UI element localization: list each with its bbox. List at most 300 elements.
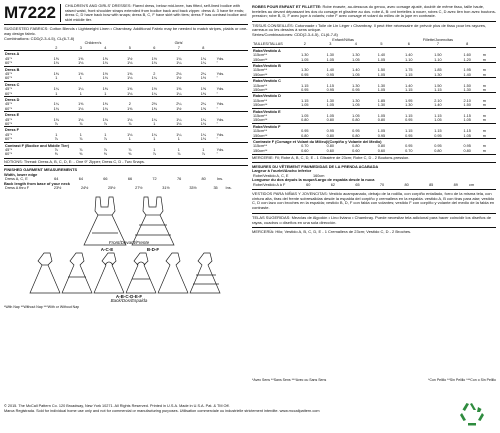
yardage-value: 1.40 xyxy=(463,72,471,77)
yardage-value: 1.20 xyxy=(463,57,471,62)
yardage-value: 1¼ xyxy=(151,117,157,122)
yardage-value: ⅝ xyxy=(103,152,107,157)
row-label: Robe/Vestido A, C, E xyxy=(253,173,289,178)
unit: Yds. xyxy=(216,148,225,153)
fgm-length-label: Back length from base of your neck xyxy=(4,180,70,186)
value: 76 xyxy=(176,177,182,182)
value: 64 xyxy=(54,177,59,182)
yardage-value: ⅞ xyxy=(103,121,107,126)
yardage-value: 1⅝ xyxy=(78,56,84,61)
yardage-value: 1¼ xyxy=(200,61,206,66)
copyright-footer xyxy=(4,404,444,413)
yardage-value: 1.30 xyxy=(301,68,309,73)
yardage-value: ⅝ xyxy=(79,152,83,157)
divider xyxy=(252,213,496,214)
yardage-value: 1.05 xyxy=(377,87,386,92)
fabric-width: 115cm** xyxy=(253,113,268,118)
yardage-value: 1⅛ xyxy=(53,61,59,66)
yardage-value: 1.05 xyxy=(352,103,360,108)
yardage-value: 1 xyxy=(55,91,58,96)
group-children: Children's xyxy=(84,41,102,46)
size: 2 xyxy=(303,42,306,47)
unit: m xyxy=(482,98,486,103)
yardage-value: 1.15 xyxy=(463,113,471,118)
fabric-width: 45"* xyxy=(5,87,13,92)
metrage-table xyxy=(252,38,496,153)
yardage-value: 1⅝ xyxy=(176,87,182,92)
mesures-longueur-table xyxy=(252,183,496,187)
fabric-width: 45"* xyxy=(5,71,13,76)
unit: Yds. xyxy=(216,87,225,92)
group-girls: Fillette/Jovencitas xyxy=(422,37,454,42)
english-column xyxy=(4,4,248,309)
yardage-value: 0.60 xyxy=(352,148,360,153)
yardage-value: 1.05 xyxy=(463,133,471,138)
value: 24½ xyxy=(80,186,89,191)
yardage-value: 1⅛ xyxy=(200,137,206,142)
yardage-value: 0.80 xyxy=(352,118,360,123)
yardage-value: 1½ xyxy=(151,87,157,92)
yardage-value: 2 xyxy=(128,102,131,107)
yardage-value: 0.60 xyxy=(301,148,309,153)
unit: Yds. xyxy=(216,117,225,122)
yardage-value: 1.95 xyxy=(405,98,413,103)
yardage-value: 0.80 xyxy=(434,148,442,153)
view-label: Dress E xyxy=(4,112,248,118)
yardage-value: 1.95 xyxy=(463,68,471,73)
technical-drawings xyxy=(4,193,248,303)
fabric-width: 150cm** xyxy=(253,103,268,108)
yardage-value: 0.70 xyxy=(405,148,413,153)
unit: m xyxy=(482,148,486,153)
yardage-value: 1.30 xyxy=(352,83,360,88)
fabric-width: 150cm** xyxy=(253,57,268,62)
yardage-value: 1.30 xyxy=(352,98,360,103)
yardage-value: 2⅛ xyxy=(176,71,182,76)
yardage-value: 1⅝ xyxy=(53,56,59,61)
yardage-value: 2¼ xyxy=(200,71,206,76)
fabric-width: 115cm** xyxy=(253,83,268,88)
yardage-value: 1.05 xyxy=(352,57,360,62)
yardage-value: 1⅝ xyxy=(200,87,206,92)
yardage-value: 1.40 xyxy=(434,103,442,108)
size: 6 xyxy=(153,45,156,50)
recycle-icon xyxy=(458,400,486,428)
nap-legend-fr-es xyxy=(252,378,496,382)
view-label: Robe/Vestido B xyxy=(252,62,496,68)
unit: m xyxy=(482,72,486,77)
unit: " xyxy=(216,137,218,142)
yardage-value: 1.05 xyxy=(326,57,335,62)
yardage-value: 0.80 xyxy=(326,118,335,123)
view-label-front-bdf: B-D-F xyxy=(146,246,160,252)
view-label: Robe/Vestido A xyxy=(252,47,496,53)
dress-sketch-front-bdf xyxy=(132,197,174,245)
yardage-value: 1⅛ xyxy=(151,61,157,66)
fabric-width: 60"* xyxy=(5,121,13,126)
mesures-vetement xyxy=(252,165,496,187)
dress-sketch-back-d xyxy=(126,253,156,293)
yardage-value: 1.40 xyxy=(377,53,386,58)
yardage-value: 0.80 xyxy=(301,133,309,138)
unit: m xyxy=(482,68,486,73)
view-label: Contrast F (Bodice and Middle Tier) xyxy=(4,142,248,148)
value: 25½ xyxy=(108,186,116,191)
header xyxy=(4,4,248,22)
fabric-width: 115cm** xyxy=(253,144,268,149)
yardage-value: ⅞ xyxy=(103,137,107,142)
yardage-value: 1¼ xyxy=(176,117,182,122)
yardage-value: 1½ xyxy=(176,76,182,81)
yardage-value: 1.30 xyxy=(326,53,335,58)
yardage-value: 1.30 xyxy=(352,53,360,58)
yardage-value: 1⅜ xyxy=(53,71,59,76)
yardage-value: 1.05 xyxy=(377,72,386,77)
view-label: Dress D xyxy=(4,96,248,102)
yardage-value: 0.95 xyxy=(405,133,413,138)
value: 23½ xyxy=(53,186,62,191)
dress-sketch-back-f xyxy=(190,253,220,293)
yardage-value: 1.40 xyxy=(326,68,335,73)
footer-line-2: Marca Registrada. Sold for individual home use only and not for commercial or manufacturing purposes. Utilisation commerciale ou industrielle strictement interdite. www.mccallpattern.com xyxy=(4,408,320,413)
size: 4 xyxy=(104,45,107,50)
fabric-width: 45"* xyxy=(5,102,13,107)
yardage-value: 1⅜ xyxy=(78,71,84,76)
unit: m xyxy=(482,118,486,123)
yardage-value: 1.30 xyxy=(434,72,442,77)
value: 33½ xyxy=(189,186,197,191)
yardage-value: 1.30 xyxy=(377,83,386,88)
yardage-value: 1.15 xyxy=(405,113,413,118)
yardage-value: 1.30 xyxy=(301,53,309,58)
yardage-value: 1.85 xyxy=(434,68,442,73)
value: 70 xyxy=(379,182,385,187)
yardage-value: 2 xyxy=(153,71,156,76)
yardage-value: ⅞ xyxy=(152,152,156,157)
yardage-value: 1.15 xyxy=(434,87,442,92)
yardage-value: 0.95 xyxy=(405,144,413,149)
yardage-value: 1.05 xyxy=(326,103,335,108)
size: 5 xyxy=(380,42,383,47)
value: 66 xyxy=(103,177,108,182)
fgm-title: FINISHED GARMENT MEASUREMENTS xyxy=(4,167,78,173)
mercerie: MERCERIE: Fil; Robe A, B, C, D, E - 1 Glissière de 23cm; Robe C, D - 2 Boutons-pression. xyxy=(252,154,496,163)
yardage-value: 1¼ xyxy=(78,87,84,92)
size: 6 xyxy=(407,42,410,47)
yardage-value: 1.05 xyxy=(377,129,386,134)
yardage-value: 1⅜ xyxy=(127,87,133,92)
row-label: Dress A thru F xyxy=(5,186,30,191)
value: 27½ xyxy=(135,186,143,191)
yardage-value: 0.95 xyxy=(301,87,309,92)
yardage-value: 1¼ xyxy=(53,102,59,107)
yardage-value: 0.95 xyxy=(352,87,360,92)
yardage-value: 1.30 xyxy=(377,103,386,108)
yardage-value: 0.80 xyxy=(377,144,386,149)
unit: " xyxy=(216,61,218,66)
suggested-fabrics: SUGGESTED FABRICS: Cotton Blends • Lightweight Linen • Chambray. Additional Fabric may be needed to match stripes, plaids or one-way design fabric. xyxy=(4,26,248,37)
yardage-value: 0.95 xyxy=(434,144,442,149)
yardage-value: 0.80 xyxy=(326,144,335,149)
yardage-value: ⅞ xyxy=(103,148,107,153)
size: 7 xyxy=(436,42,439,47)
combinations: Combinations: CDD(2-3-4-5), CL(6-7-8) xyxy=(4,35,75,41)
yardage-value: 1⅜ xyxy=(102,87,108,92)
value: 80 xyxy=(404,182,409,187)
yardage-value: 1.15 xyxy=(301,83,309,88)
yardage-value: 1⅛ xyxy=(102,61,108,66)
yardage-value: 0.95 xyxy=(405,118,413,123)
yardage-value: 1¼ xyxy=(176,61,182,66)
yardage-value: 0.80 xyxy=(352,144,360,149)
yardage-value: 1¾ xyxy=(176,56,182,61)
value: 64 xyxy=(78,177,83,182)
yardage-value: ⅞ xyxy=(79,137,83,142)
row-label: Robe/Vestido A à F xyxy=(253,182,286,187)
yardage-value: 1⅛ xyxy=(53,106,59,111)
fabric-width: 45"* xyxy=(5,56,13,61)
yardage-value: ⅞ xyxy=(54,148,58,153)
yardage-value: ⅞ xyxy=(54,121,58,126)
fabric-width: 150cm** xyxy=(253,72,268,77)
yardage-value: 2¼ xyxy=(200,102,206,107)
unit: Yds. xyxy=(216,56,225,61)
value: 35 xyxy=(213,186,218,191)
yardage-value: 1.15 xyxy=(405,129,413,134)
yardage-value: 0.80 xyxy=(301,118,309,123)
yardage-value: ⅝ xyxy=(128,152,132,157)
fabric-width: 115cm** xyxy=(253,53,268,58)
yardage-value: 1.60 xyxy=(463,53,471,58)
yardage-value: ⅞ xyxy=(79,148,83,153)
yardage-value: 1.40 xyxy=(352,68,360,73)
unit: m xyxy=(482,129,486,134)
yardage-value: 1¼ xyxy=(200,117,206,122)
fgm-length-row xyxy=(4,186,248,190)
yardage-value: 1 xyxy=(153,137,156,142)
yardage-value: 1.40 xyxy=(405,83,413,88)
view-label: Dress A xyxy=(4,51,248,57)
legend-es: *Con Pelillo **Sin Pelillo ***Con o Sin Pelillo xyxy=(428,378,496,382)
group-children: Enfant/Niñas xyxy=(332,37,354,42)
yardage-value: 1.50 xyxy=(463,103,471,108)
yardage-value: 0.95 xyxy=(301,129,309,134)
yardage-table xyxy=(4,41,248,156)
yardage-value: 1½ xyxy=(127,56,133,61)
size: 8 xyxy=(202,45,205,50)
unit: Yds. xyxy=(216,71,225,76)
mesures-title: MESURES DU VÊTEMENT FINI/MEDIDAS DE LA PRENDA ACABADA xyxy=(252,163,379,169)
unit: m xyxy=(482,57,486,62)
value: 31½ xyxy=(162,186,170,191)
vestidos-description: VESTIDOS PARA NIÑAS Y JOVENCITAS: Vestido acampanado, debajo de la rodilla, con corpiño entallado, forro de la misma tela, con cintura alta, tiras del frente sobresalidas desde la espalda del corpiño y cremallera en la espalda. vestido A, B con tiras para atar; vestido C, D con lazo con broches en la espalda; vestido B, D, F con falda con volantes; vestido F con corpiño y volante del medio de la falda en contraste. xyxy=(252,191,495,211)
yardage-value: 1.50 xyxy=(434,83,442,88)
value: 60 xyxy=(306,182,311,187)
yardage-value: 1⅛ xyxy=(127,117,133,122)
value: 160cm xyxy=(313,173,325,178)
unit: Yds. xyxy=(216,102,225,107)
value: 62 xyxy=(330,182,335,187)
unit: " xyxy=(216,91,218,96)
mesures-longueur: Longueur du dos depuis la nuque/Largo de espalda desde la nuca xyxy=(252,177,375,183)
yardage-value: 1½ xyxy=(200,76,206,81)
divider xyxy=(4,24,248,25)
yardage-value: 1¾ xyxy=(200,56,206,61)
size: 3 xyxy=(329,42,332,47)
size: 7 xyxy=(177,45,180,50)
mesures-longueur-row xyxy=(252,183,496,187)
view-label: Robe/Vestido E xyxy=(252,108,496,114)
yardage-value: 1 xyxy=(104,132,107,137)
yardage-value: 1 xyxy=(177,148,180,153)
yardage-value: 1⅜ xyxy=(78,102,84,107)
yardage-value: 0.70 xyxy=(301,144,309,149)
unit: m xyxy=(482,103,486,108)
fabric-width: 115cm** xyxy=(253,129,268,134)
divider xyxy=(252,227,496,228)
yardage-value: 1¼ xyxy=(151,132,157,137)
fabric-width: 150cm** xyxy=(253,118,268,123)
unit: " xyxy=(216,106,218,111)
yardage-value: 0.95 xyxy=(377,133,386,138)
yardage-value: 1 xyxy=(177,137,180,142)
yardage-value: ⅞ xyxy=(128,121,132,126)
robes-title: ROBES POUR ENFANT ET FILLETTE: xyxy=(252,4,322,9)
unit: m xyxy=(482,144,486,149)
size: 4 xyxy=(354,42,357,47)
yardage-value: 1.05 xyxy=(301,57,309,62)
yardage-value: 0.80 xyxy=(463,148,471,153)
nap-legend: *With Nap **Without Nap ***With or Without Nap xyxy=(4,304,80,309)
yardage-value: 1¼ xyxy=(151,91,157,96)
view-label: Robe/Vestido C xyxy=(252,78,496,84)
fabric-width: 150cm** xyxy=(253,133,268,138)
fabric-width: 150cm** xyxy=(253,87,268,92)
dress-sketch-back-a xyxy=(30,253,60,293)
yardage-value: 1.05 xyxy=(377,113,386,118)
yardage-value: 1 xyxy=(153,148,156,153)
yardage-value: 1.15 xyxy=(434,129,442,134)
yardage-value: 1⅛ xyxy=(102,76,108,81)
yardage-value: 1.30 xyxy=(463,87,471,92)
yardage-value: 0.60 xyxy=(377,148,386,153)
size: 3 xyxy=(79,45,82,50)
unit: m xyxy=(482,83,486,88)
yardage-value: 1¼ xyxy=(176,132,182,137)
robes-text: Robe évasée, au-dessous du genou, avec corsage ajusté, doublé de même tissu, taille haute, bretelles au devant dépassant les dos du corsage et glissière au dos. robe A, B: ont bretelles à nouer, robes C, D avec lien bon avec boutons-pression; robe B, D, F avec jupe à volants; robe F avec corsage et volant du milieu de la jupe en contraste. xyxy=(252,4,496,19)
yardage-value: 1.15 xyxy=(463,129,471,134)
yardage-value: 1⅜ xyxy=(151,106,157,111)
footer-line-1: © 2015. The McCall Pattern Co. 120 Broadway, New York 10271. All Rights Reserved. Printed in U.S.A. Made in U.S.A. Pat. & TM Off. xyxy=(4,404,230,408)
yardage-value: 1.05 xyxy=(326,113,335,118)
yardage-value: ⅞ xyxy=(177,152,181,157)
robes-description xyxy=(252,5,496,19)
yardage-value: 1.30 xyxy=(326,98,335,103)
yardage-value: 0.95 xyxy=(326,72,335,77)
yardage-value: 1 xyxy=(202,148,205,153)
yardage-value: 1 xyxy=(128,137,131,142)
yardage-value: 1.05 xyxy=(377,57,386,62)
fabric-width: 45"* xyxy=(5,132,13,137)
yardage-value: 1.05 xyxy=(301,103,309,108)
yardage-value: 1.05 xyxy=(301,113,309,118)
yardage-value: 1.75 xyxy=(405,68,413,73)
row-label: Dress A, C, E xyxy=(5,177,28,182)
fabric-width: 45"* xyxy=(5,148,13,153)
fabric-width: 150cm** xyxy=(253,148,268,153)
view-label: Dress C xyxy=(4,81,248,87)
yardage-value: 1.05 xyxy=(352,113,360,118)
yardage-value: 0.95 xyxy=(326,129,335,134)
view-label: Dress B xyxy=(4,66,248,72)
unit: m xyxy=(482,113,486,118)
value: 65 xyxy=(355,182,360,187)
yardage-value: 1 xyxy=(55,76,58,81)
yardage-value: 2⅛ xyxy=(151,102,157,107)
pattern-number: M7222 xyxy=(4,4,61,22)
yardage-value: 1.85 xyxy=(377,98,386,103)
yardage-value: 1⅛ xyxy=(78,61,84,66)
view-label-front-ace: A-C-E xyxy=(100,246,114,252)
yardage-value: 0.95 xyxy=(434,133,442,138)
value: 89 xyxy=(453,182,458,187)
telas-sugeridas: TELAS SUGERIDAS: Mezclas de Algodón • Lino liviano • Chambray. Puede necesitar tela adicional para hacer coincidir los diseños de rayas, cuadros o diseños en una sola dirección. xyxy=(252,214,492,225)
value: 80 xyxy=(201,177,206,182)
view-label: Robe/Vestido F xyxy=(252,123,496,129)
yardage-value: 1.15 xyxy=(405,87,413,92)
fgm-width-label: Width, lower edge xyxy=(4,171,38,177)
yardage-value: 1⅛ xyxy=(78,117,84,122)
value: 72 xyxy=(152,177,157,182)
yardage-value: 1 xyxy=(55,132,58,137)
merceria: MERCERÍA: Hilo; Vestido A, B, C, D, E - 1 Cremallera de 23cm; Vestido C, D - 2 Broches. xyxy=(252,229,412,235)
unit: m xyxy=(482,87,486,92)
yardage-value: 1.15 xyxy=(326,83,335,88)
width-row xyxy=(4,152,248,156)
yardage-value: 1.10 xyxy=(434,57,442,62)
yardage-value: 1⅜ xyxy=(127,106,133,111)
size: 2 xyxy=(55,45,58,50)
yardage-value: 1.50 xyxy=(377,68,386,73)
yardage-value: 1¼ xyxy=(53,87,59,92)
yardage-value: 1⅛ xyxy=(102,117,108,122)
yardage-value: 1 xyxy=(79,132,82,137)
yardage-value: 1.50 xyxy=(463,83,471,88)
divider xyxy=(252,21,496,22)
yardage-value: ⅞ xyxy=(54,137,58,142)
yardage-value: 1.05 xyxy=(352,72,360,77)
fabric-width: 115cm** xyxy=(253,98,268,103)
size: 5 xyxy=(128,45,131,50)
tallas-label: TAILLES/TALLAS xyxy=(253,42,283,47)
value: 66 xyxy=(127,177,133,182)
fabric-width: 60"* xyxy=(5,76,13,81)
yardage-value: 0.60 xyxy=(326,148,335,153)
dress-sketch-back-b xyxy=(62,253,92,293)
yardage-value: 1⅛ xyxy=(200,121,206,126)
yardage-value: 1½ xyxy=(102,71,108,76)
yardage-value: 1.50 xyxy=(434,53,442,58)
yardage-value: 1¼ xyxy=(200,132,206,137)
yardage-value: 1 xyxy=(153,121,156,126)
yardage-value: 0.80 xyxy=(352,133,360,138)
unit: Yds. xyxy=(216,132,225,137)
yardage-value: 2¼ xyxy=(176,102,182,107)
yardage-value: 0.95 xyxy=(463,144,471,149)
view-label: Robe/Vestido D xyxy=(252,93,496,99)
yardage-value: 1.15 xyxy=(405,72,413,77)
yardage-value: 0.95 xyxy=(352,129,360,134)
